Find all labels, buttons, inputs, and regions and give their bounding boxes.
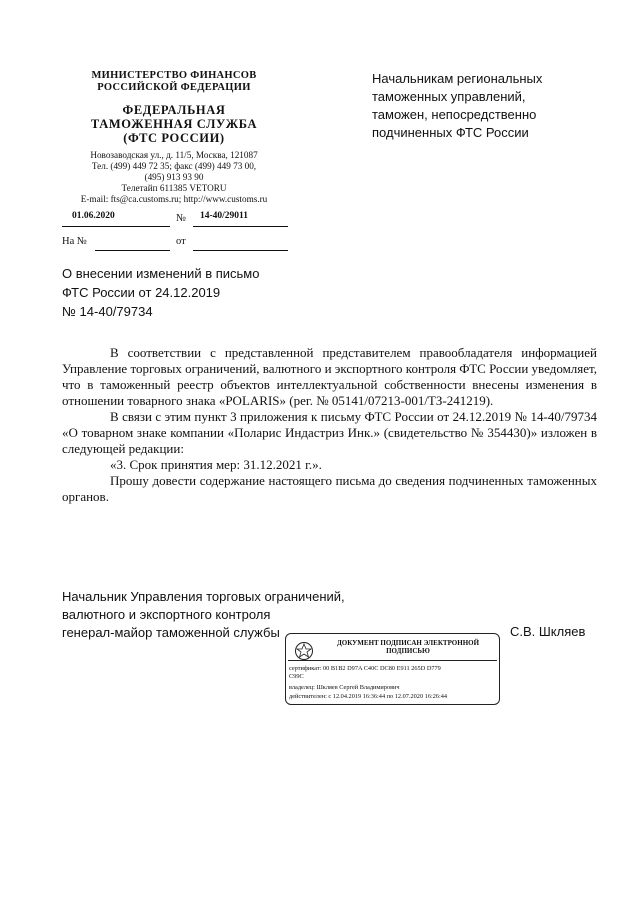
position-line-2: валютного и экспортного контроля [62,607,271,622]
reply-underline [95,250,170,251]
email: E-mail: fts@ca.customs.ru; http://www.customs.ru [80,194,268,204]
letter-subject [62,264,302,321]
registration-date: 01.06.2020 [72,211,115,221]
stamp-title [322,639,494,655]
stamp-validity: действителен: с 12.04.2019 16:36:44 по 12.07.2020 16:26:44 [289,693,448,700]
body-paragraph-2: В связи с этим пункт 3 приложения к письму ФТС России от 24.12.2019 № 14-40/79734 «О товарном знаке компании «Поларис Индастриз Инк.» (свидетельство № 354430)» изложен в следующей редакции: [62,409,597,456]
from-label: от [176,236,186,247]
body-paragraph-3: «3. Срок принятия мер: 31.12.2021 г.». [110,457,322,472]
stamp-title-line-1: ДОКУМЕНТ ПОДПИСАН ЭЛЕКТРОННОЙ [336,639,480,647]
service-line-2: ТАМОЖЕННАЯ СЛУЖБА [90,117,258,131]
service-name [56,103,292,145]
date-underline [62,226,170,227]
teletype: Телетайп 611385 VETORU [121,183,227,193]
body-paragraph-4: Прошу довести содержание настоящего письма до сведения подчиненных таможенных органов. [62,473,597,504]
addressee [372,70,612,142]
stamp-certificate-2: C99C [289,673,304,680]
addressee-line-1: Начальникам региональных [372,71,543,86]
stamp-owner: владелец: Шкляев Сергей Владимирович [289,684,400,691]
address: Новозаводская ул., д. 11/5, Москва, 121087 [90,150,258,160]
ministry-name [56,70,292,94]
service-line-1: ФЕДЕРАЛЬНАЯ [122,103,226,117]
ministry-line-2: РОССИЙСКОЙ ФЕДЕРАЦИИ [97,82,251,93]
number-label: № [176,213,187,224]
body-paragraph-1: В соответствии с представленной представителем правообладателя информацией Управление торговых ограничений, валютного и экспортного контроля ФТС России уведомляет, что в таможенный реестр объектов интеллектуальной собственности внесены изменения в отношении товарного знака «POLARIS» (рег. № 05141/07213-001/ТЗ-241219). [62,345,597,408]
addressee-line-3: таможен, непосредственно [372,107,537,122]
subject-line-1: О внесении изменений в письмо [62,266,260,281]
contact-block [56,150,292,205]
position-line-3: генерал-майор таможенной службы [62,625,280,640]
phone: Тел. (499) 449 72 35; факс (499) 449 73 00, [91,161,257,171]
stamp-title-line-2: ПОДПИСЬЮ [386,647,430,655]
phone-2: (495) 913 93 90 [144,172,204,182]
service-line-3: (ФТС РОССИИ) [123,131,225,145]
electronic-signature-stamp [285,633,500,705]
position-line-1: Начальник Управления торговых ограничений, [62,589,345,604]
from-underline [193,250,288,251]
addressee-line-2: таможенных управлений, [372,89,526,104]
stamp-divider [288,660,497,661]
registration-number: 14-40/29011 [200,211,249,221]
addressee-line-4: подчиненных ФТС России [372,125,529,140]
subject-line-3: № 14-40/79734 [62,304,153,319]
stamp-certificate: сертификат: 00 B1B2 D97A C40C DC80 E911 265D D779 [289,665,441,672]
number-underline [193,226,288,227]
letter-body [62,345,597,505]
reply-label: На № [62,236,87,247]
emblem-icon [294,641,314,661]
signer-name: С.В. Шкляев [510,624,586,639]
subject-line-2: ФТС России от 24.12.2019 [62,285,221,300]
ministry-line-1: МИНИСТЕРСТВО ФИНАНСОВ [91,70,257,81]
